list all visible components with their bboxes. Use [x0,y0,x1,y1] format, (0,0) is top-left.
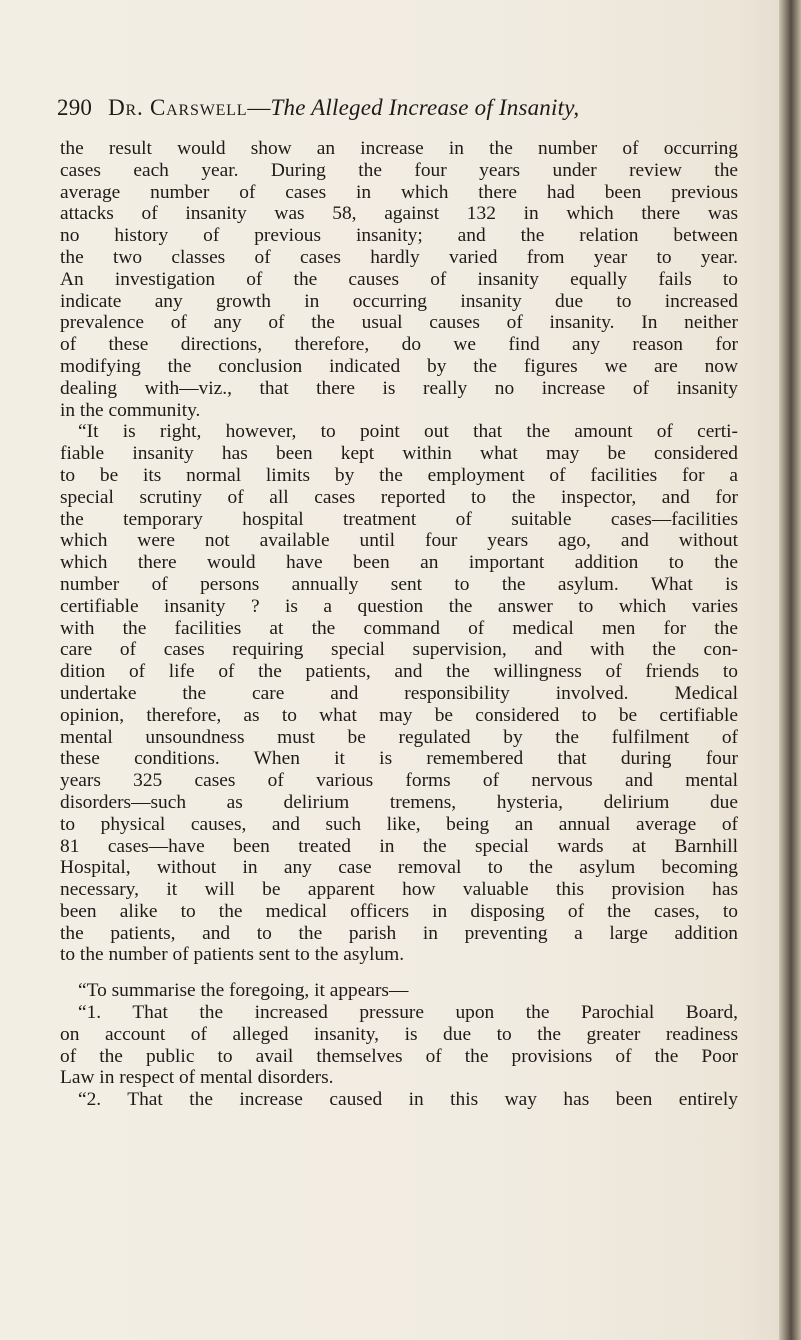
text-line: the result would show an increase in the number of occurring [60,138,738,159]
text-line: “2. That the increase caused in this way has been entirely [78,1089,738,1111]
text-line: the two classes of cases hardly varied from year to year. [60,246,738,268]
text-line: on account of alleged insanity, is due to the greater readiness [60,1023,738,1045]
text-line: 81 cases—have been treated in the special wards at Barnhill [60,835,738,857]
body-text [60,138,738,1111]
paragraph-gap [60,966,738,980]
text-line: average number of cases in which there had been previous [60,181,738,203]
page-edge-shadow [779,0,801,1340]
text-line: Hospital, without in any case removal to the asylum becoming [60,857,738,879]
text-line: of the public to avail themselves of the provisions of the Poor [60,1045,738,1067]
text-line: care of cases requiring special supervision, and with the con- [60,639,738,661]
text-line: the patients, and to the parish in preventing a large addition [60,922,738,944]
text-line: An investigation of the causes of insanity equally fails to [60,268,738,290]
running-header [57,95,747,131]
text-line: which there would have been an important addition to the [60,552,738,574]
text-line: special scrutiny of all cases reported to the inspector, and for [60,486,738,508]
text-line: “It is right, however, to point out that the amount of certi- [78,421,738,443]
text-line: number of persons annually sent to the asylum. What is [60,573,738,595]
header-title: The Alleged Increase of Insanity, [270,95,580,120]
text-line: been alike to the medical officers in disposing of the cases, to [60,900,738,922]
text-line: undertake the care and responsibility involved. Medical [60,682,738,704]
text-line: attacks of insanity was 58, against 132 in which there was [60,203,738,225]
text-line: fiable insanity has been kept within what may be considered [60,443,738,465]
text-line: modifying the conclusion indicated by the figures we are now [60,355,738,377]
text-line: these conditions. When it is remembered that during four [60,748,738,770]
page-number: 290 [57,95,93,120]
text-line: to physical causes, and such like, being an annual average of [60,813,738,835]
text-line: certifiable insanity ? is a question the answer to which varies [60,595,738,617]
text-line: prevalence of any of the usual causes of insanity. In neither [60,312,738,334]
text-line: in the community. [60,399,201,421]
text-line: opinion, therefore, as to what may be considered to be certifiable [60,704,738,726]
text-line: “To summarise the foregoing, it appears— [78,980,409,1002]
text-line: to the number of patients sent to the asylum. [60,944,405,966]
text-line: which were not available until four years ago, and without [60,530,738,552]
header-dash: — [247,95,271,120]
text-line: cases each year. During the four years under review the [60,159,738,181]
text-line: years 325 cases of various forms of nervous and mental [60,770,738,792]
header-author: Dr. Carswell [108,95,248,120]
text-line: Law in respect of mental disorders. [60,1067,334,1089]
text-line: the temporary hospital treatment of suitable cases—facilities [60,508,738,530]
text-line: indicate any growth in occurring insanity due to increased [60,290,738,312]
text-line: of these directions, therefore, do we find any reason for [60,334,738,356]
text-line: dealing with—viz., that there is really no increase of insanity [60,377,738,399]
text-line: dition of life of the patients, and the willingness of friends to [60,661,738,683]
text-line: necessary, it will be apparent how valuable this provision has [60,879,738,901]
text-line: with the facilities at the command of medical men for the [60,617,738,639]
text-line: mental unsoundness must be regulated by the fulfilment of [60,726,738,748]
text-line: no history of previous insanity; and the relation between [60,225,738,247]
text-line: to be its normal limits by the employment of facilities for a [60,464,738,486]
text-line: disorders—such as delirium tremens, hysteria, delirium due [60,791,738,813]
text-line: “1. That the increased pressure upon the Parochial Board, [78,1002,738,1024]
